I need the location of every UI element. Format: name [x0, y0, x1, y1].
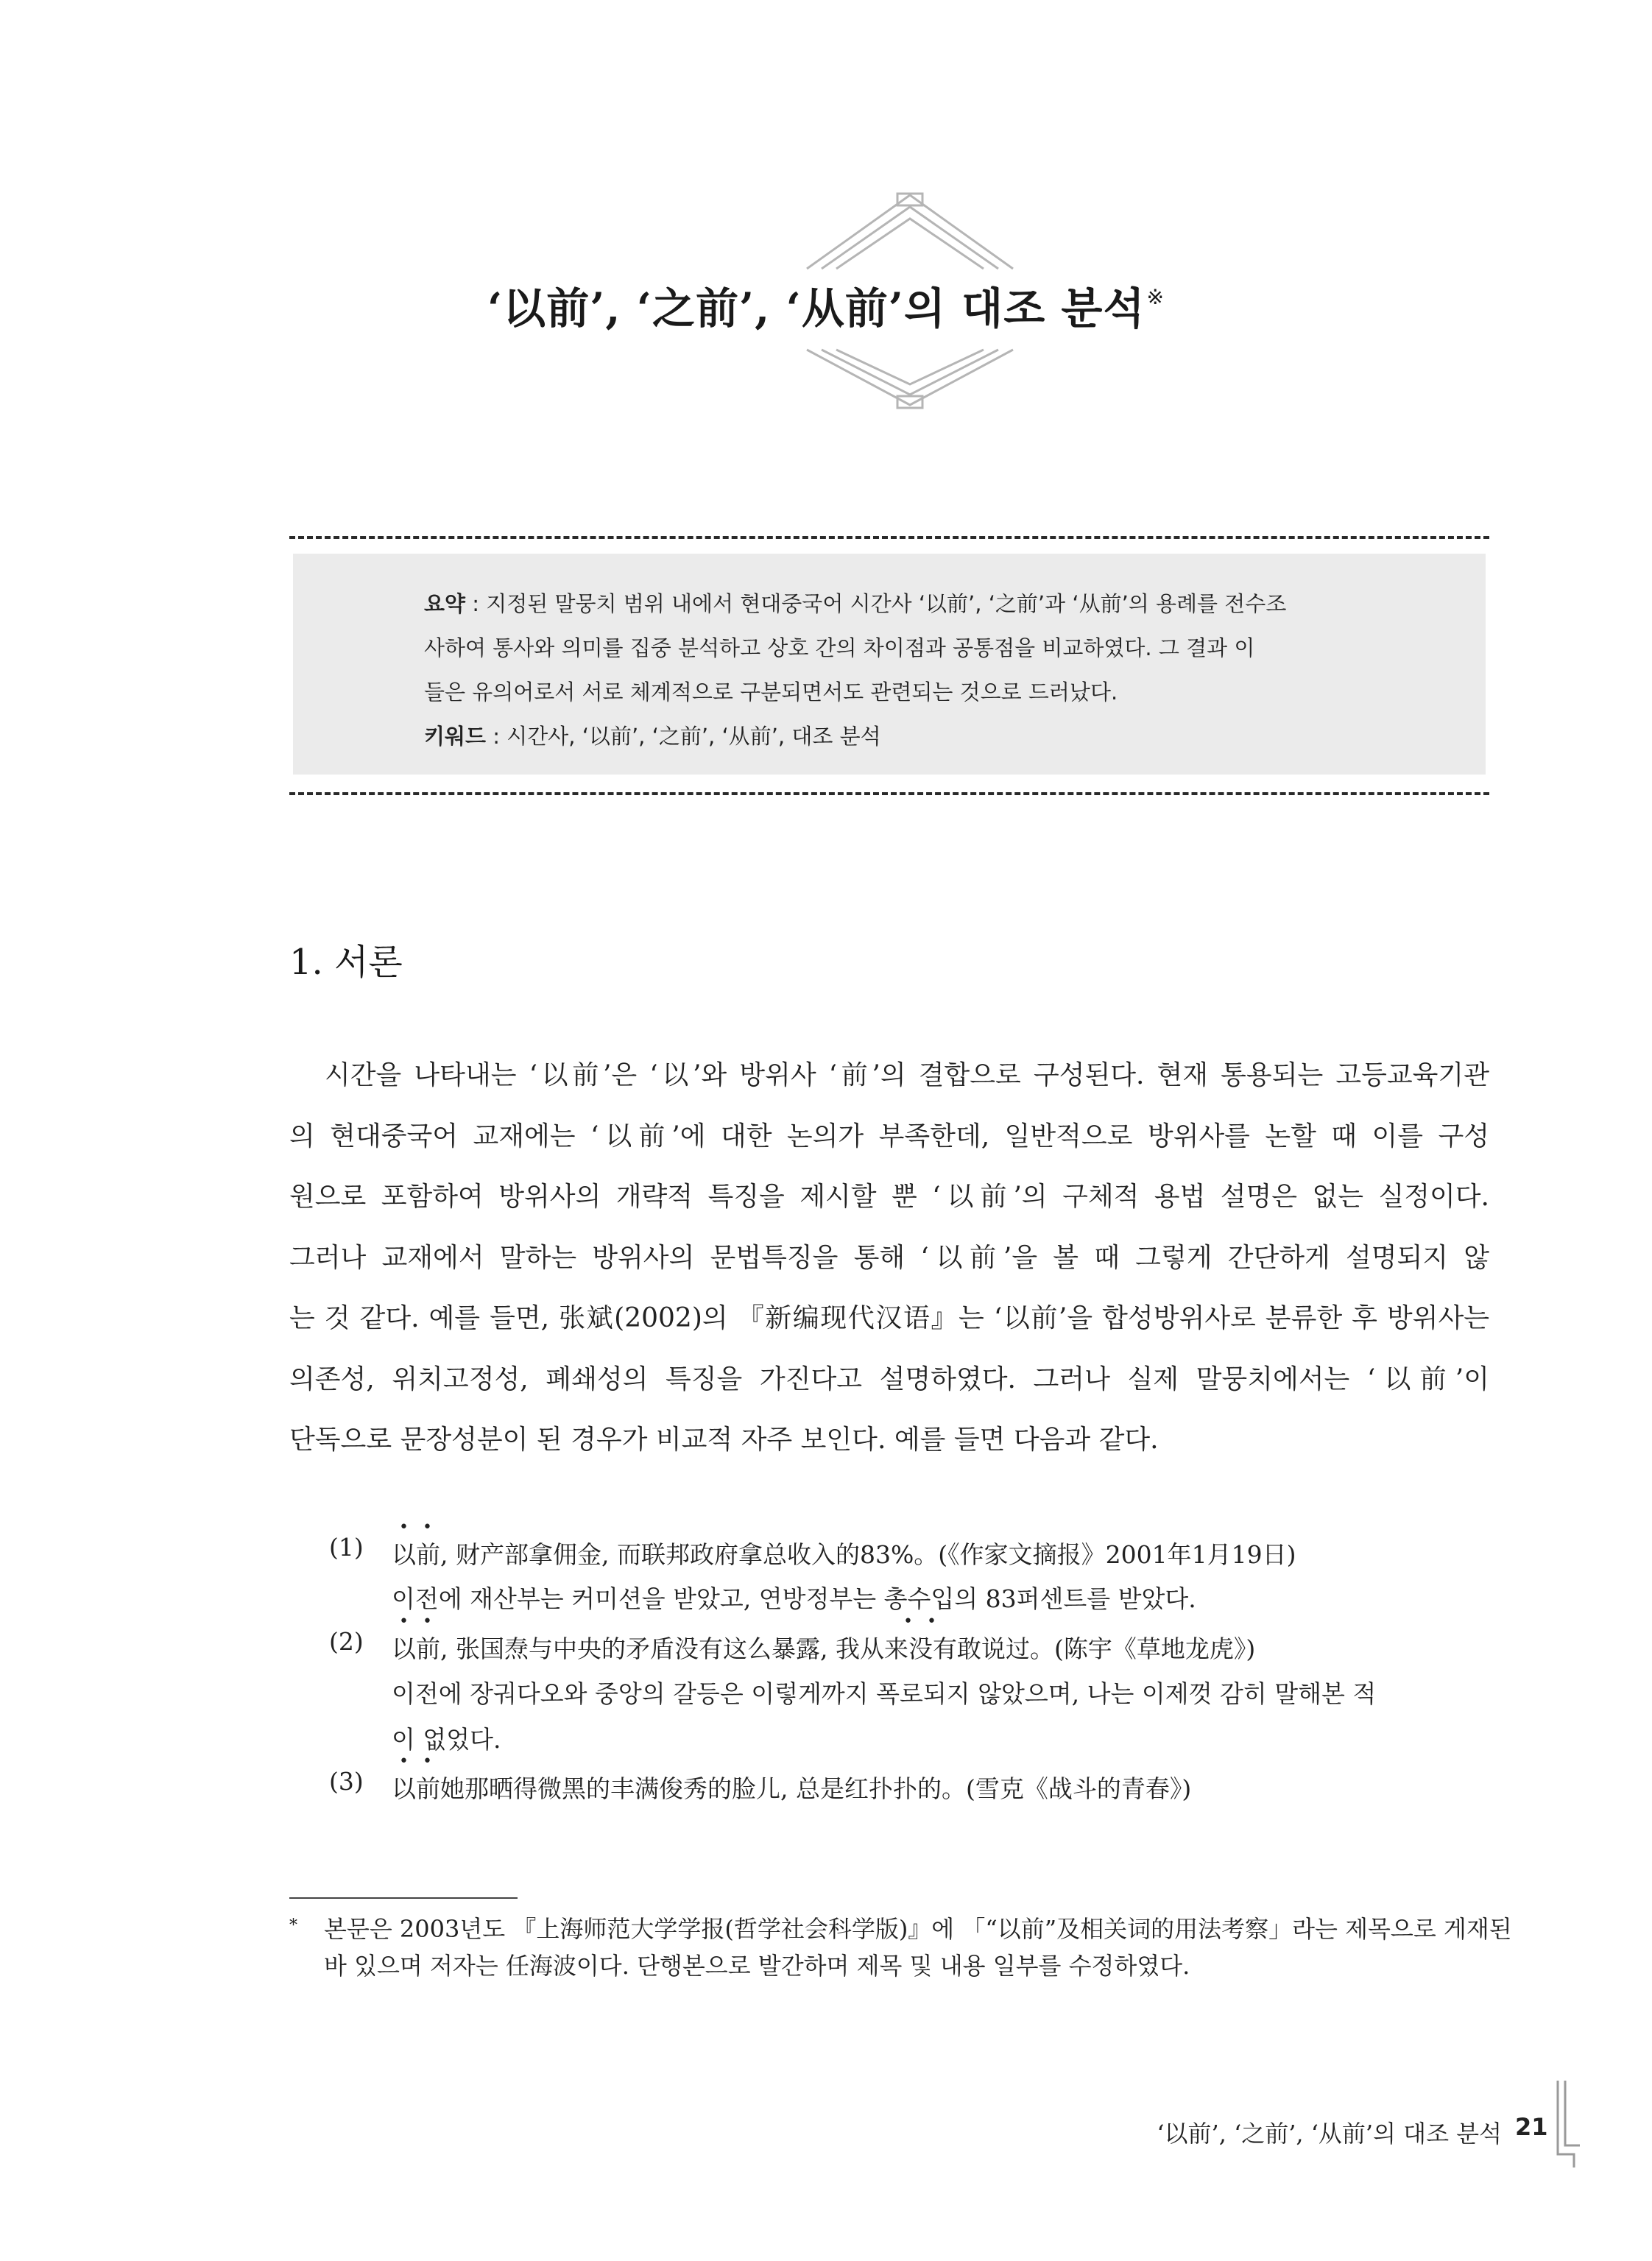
emphasis-dot-icon: • [399, 1612, 409, 1631]
example-number: (1) [329, 1533, 364, 1562]
footnote-rule [289, 1897, 518, 1899]
example-sentence: 以前, 财产部拿佣金, 而联邦政府拿总收入的83%。(《作家文摘报》2001年1月19日) [392, 1540, 1296, 1569]
abstract-line-2: 사하여 통사와 의미를 집중 분석하고 상호 간의 차이점과 공통점을 비교하였다. 그 결과 이 [424, 635, 1255, 660]
emphasis-dot-icon: • [423, 1518, 432, 1537]
title-ornament-top-icon [799, 188, 1020, 272]
abstract-divider-bottom [289, 792, 1489, 795]
footnote-line: 본문은 2003년도 『上海师范大学学报(哲学社会科学版)』에 「“以前”及相关词的用法考察」라는 제목으로 게재된 [324, 1915, 1512, 1943]
example-translation: 이 없었다. [392, 1725, 501, 1754]
abstract-line-3: 들은 유의어로서 서로 체계적으로 구분되면서도 관련되는 것으로 드러났다. [424, 680, 1118, 705]
body-line: 의 현대중국어 교재에는 ‘以前’에 대한 논의가 부족한데, 일반적으로 방위사를 논할 때 이를 구성 [289, 1121, 1489, 1151]
body-line: 그러나 교재에서 말하는 방위사의 문법특징을 통해 ‘以前’을 볼 때 그렇게 간단하게 설명되지 않 [289, 1242, 1489, 1273]
emphasis-dot-icon: • [399, 1752, 409, 1771]
abstract-box [293, 554, 1486, 775]
example-number: (2) [329, 1627, 364, 1656]
body-paragraph [289, 1045, 1489, 1471]
keywords-label: 키워드 [424, 724, 487, 749]
example-2 [329, 1612, 1492, 1760]
emphasis-dot-icon: • [399, 1518, 409, 1537]
emphasis-dot-icon: • [423, 1612, 432, 1631]
example-translation: 이전에 재산부는 커미션을 받았고, 연방정부는 총수입의 83퍼센트를 받았다. [392, 1584, 1196, 1613]
title-footnote-mark: ※ [1146, 285, 1165, 309]
page-corner-ornament-icon [1552, 2081, 1581, 2169]
body-line: 시간을 나타내는 ‘以前’은 ‘以’와 방위사 ‘前’의 결합으로 구성된다. 현재 통용되는 고등교육기관 [325, 1060, 1489, 1090]
paper-title: ‘以前’, ‘之前’, ‘从前’의 대조 분석※ [487, 283, 1165, 334]
page-number: 21 [1515, 2113, 1548, 2141]
title-ornament-bottom-icon [799, 346, 1020, 412]
body-line: 단독으로 문장성분이 된 경우가 비교적 자주 보인다. 예를 들면 다음과 같다. [289, 1425, 1159, 1455]
example-sentence: 以前她那晒得微黑的丰满俊秀的脸儿, 总是红扑扑的。(雪克《战斗的青春》) [392, 1774, 1192, 1803]
running-header: ‘以前’, ‘之前’, ‘从前’의 대조 분석 [1157, 2120, 1502, 2148]
body-line: 의존성, 위치고정성, 폐쇄성의 특징을 가진다고 설명하였다. 그러나 실제 말뭉치에서는 ‘以前’이 [289, 1364, 1489, 1394]
emphasis-dot-icon: • [927, 1612, 936, 1631]
abstract-label: 요약 [424, 591, 466, 616]
example-1 [329, 1518, 1492, 1621]
footnote [289, 1911, 1512, 1984]
emphasis-dot-icon: • [423, 1752, 432, 1771]
example-translation: 이전에 장궈다오와 중앙의 갈등은 이렇게까지 폭로되지 않았으며, 나는 이제껏 감히 말해본 적 [392, 1679, 1377, 1708]
example-3 [329, 1752, 1492, 1811]
abstract-divider-top [289, 536, 1489, 539]
example-sentence: 以前, 张国焘与中央的矛盾没有这么暴露, 我从来没有敢说过。(陈宇《草地龙虎》) [392, 1634, 1256, 1663]
section-heading: 1. 서론 [289, 942, 403, 983]
body-line: 는 것 같다. 예를 들면, 张斌(2002)의 『新编现代汉语』는 ‘以前’을 합성방위사로 분류한 후 방위사는 [289, 1303, 1489, 1333]
footnote-mark: * [289, 1916, 297, 1935]
body-line: 원으로 포함하여 방위사의 개략적 특징을 제시할 뿐 ‘以前’의 구체적 용법 설명은 없는 실정이다. [289, 1182, 1489, 1212]
abstract-line-1: : 지정된 말뭉치 범위 내에서 현대중국어 시간사 ‘以前’, ‘之前’과 ‘从前’의 용례를 전수조 [465, 591, 1287, 616]
footnote-line: 바 있으며 저자는 任海波이다. 단행본으로 발간하며 제목 및 내용 일부를 수정하였다. [324, 1952, 1190, 1980]
emphasis-dot-icon: • [903, 1612, 913, 1631]
abstract-text [424, 582, 1381, 758]
example-number: (3) [329, 1767, 364, 1796]
keywords-text: : 시간사, ‘以前’, ‘之前’, ‘从前’, 대조 분석 [486, 724, 881, 749]
